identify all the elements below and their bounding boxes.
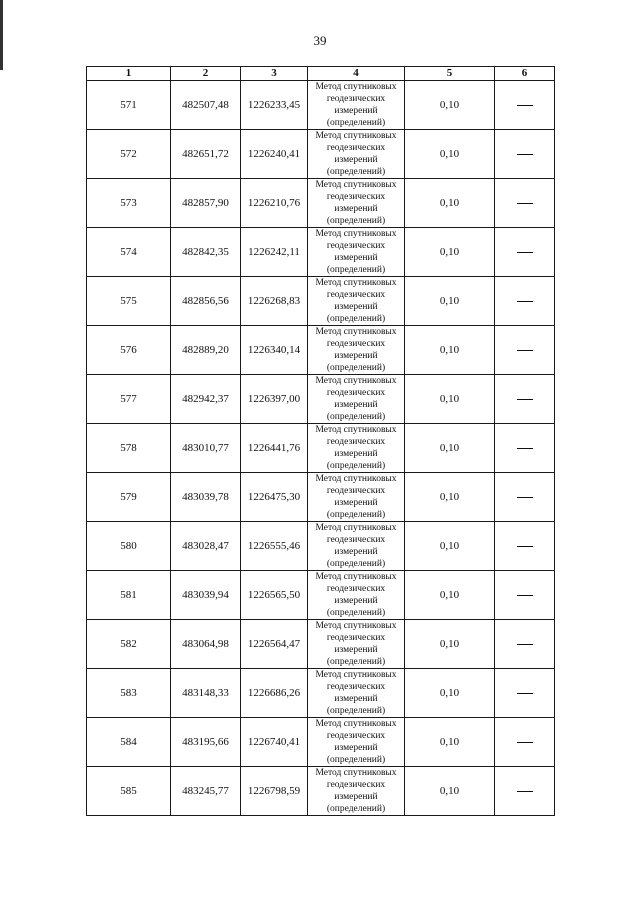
table-row: [87, 669, 555, 718]
accuracy-cell: 0,10: [405, 522, 495, 571]
dash-mark: [517, 791, 533, 792]
method-cell: [308, 424, 405, 473]
table-header-row: [87, 67, 555, 81]
method-line: геодезических: [326, 731, 386, 741]
accuracy-cell: 0,10: [405, 718, 495, 767]
x-coordinate-cell: 482942,37: [171, 375, 241, 424]
method-cell: [308, 81, 405, 130]
method-line: Метод спутниковых: [315, 670, 397, 680]
x-coordinate-cell: 482842,35: [171, 228, 241, 277]
table-row: [87, 179, 555, 228]
method-line: геодезических: [326, 780, 386, 790]
note-cell: [495, 326, 555, 375]
table-row: [87, 767, 555, 816]
table-row: [87, 620, 555, 669]
y-coordinate-cell: 1226210,76: [241, 179, 308, 228]
point-number-cell: 574: [87, 228, 171, 277]
table-row: [87, 326, 555, 375]
point-number-cell: 584: [87, 718, 171, 767]
accuracy-cell: 0,10: [405, 669, 495, 718]
y-coordinate-cell: 1226233,45: [241, 81, 308, 130]
accuracy-cell: 0,10: [405, 620, 495, 669]
method-line: (определений): [326, 559, 386, 569]
method-line: Метод спутниковых: [315, 278, 397, 288]
y-coordinate-cell: 1226686,26: [241, 669, 308, 718]
page-number: 39: [313, 33, 327, 48]
method-line: геодезических: [326, 437, 386, 447]
table-row: [87, 130, 555, 179]
table-row: [87, 473, 555, 522]
method-line: (определений): [326, 216, 386, 226]
method-cell: [308, 571, 405, 620]
x-coordinate-cell: 483064,98: [171, 620, 241, 669]
x-coordinate-cell: 483195,66: [171, 718, 241, 767]
header-col-5: 5: [405, 67, 495, 81]
point-number-cell: 571: [87, 81, 171, 130]
accuracy-cell: 0,10: [405, 228, 495, 277]
y-coordinate-cell: 1226242,11: [241, 228, 308, 277]
x-coordinate-cell: 482857,90: [171, 179, 241, 228]
header-col-1: 1: [87, 67, 171, 81]
dash-mark: [517, 350, 533, 351]
note-cell: [495, 277, 555, 326]
point-number-cell: 580: [87, 522, 171, 571]
point-number-cell: 583: [87, 669, 171, 718]
header-col-4: 4: [308, 67, 405, 81]
table-row: [87, 375, 555, 424]
method-line: (определений): [326, 706, 386, 716]
point-number-cell: 581: [87, 571, 171, 620]
method-line: Метод спутниковых: [315, 131, 397, 141]
method-line: геодезических: [326, 94, 386, 104]
x-coordinate-cell: 483039,94: [171, 571, 241, 620]
method-line: Метод спутниковых: [315, 180, 397, 190]
x-coordinate-cell: 483148,33: [171, 669, 241, 718]
x-coordinate-cell: 483039,78: [171, 473, 241, 522]
note-cell: [495, 522, 555, 571]
accuracy-cell: 0,10: [405, 375, 495, 424]
y-coordinate-cell: 1226740,41: [241, 718, 308, 767]
y-coordinate-cell: 1226475,30: [241, 473, 308, 522]
note-cell: [495, 571, 555, 620]
dash-mark: [517, 448, 533, 449]
method-cell: [308, 375, 405, 424]
dash-mark: [517, 644, 533, 645]
point-number-cell: 585: [87, 767, 171, 816]
method-line: (определений): [326, 804, 386, 814]
method-cell: [308, 277, 405, 326]
method-line: (определений): [326, 510, 386, 520]
method-line: измерений: [334, 204, 378, 214]
method-line: (определений): [326, 412, 386, 422]
y-coordinate-cell: 1226268,83: [241, 277, 308, 326]
accuracy-cell: 0,10: [405, 571, 495, 620]
table-row: [87, 424, 555, 473]
method-line: Метод спутниковых: [315, 327, 397, 337]
accuracy-cell: 0,10: [405, 81, 495, 130]
method-line: Метод спутниковых: [315, 376, 397, 386]
method-line: Метод спутниковых: [315, 572, 397, 582]
method-line: измерений: [334, 547, 378, 557]
y-coordinate-cell: 1226240,41: [241, 130, 308, 179]
method-line: (определений): [326, 461, 386, 471]
dash-mark: [517, 399, 533, 400]
table-row: [87, 718, 555, 767]
y-coordinate-cell: 1226441,76: [241, 424, 308, 473]
point-number-cell: 578: [87, 424, 171, 473]
point-number-cell: 582: [87, 620, 171, 669]
method-cell: [308, 326, 405, 375]
method-line: (определений): [326, 608, 386, 618]
note-cell: [495, 473, 555, 522]
method-line: геодезических: [326, 339, 386, 349]
method-line: (определений): [326, 755, 386, 765]
method-line: Метод спутниковых: [315, 621, 397, 631]
method-line: геодезических: [326, 633, 386, 643]
method-line: измерений: [334, 596, 378, 606]
note-cell: [495, 424, 555, 473]
accuracy-cell: 0,10: [405, 179, 495, 228]
method-line: геодезических: [326, 143, 386, 153]
note-cell: [495, 767, 555, 816]
method-line: измерений: [334, 498, 378, 508]
method-line: измерений: [334, 743, 378, 753]
y-coordinate-cell: 1226340,14: [241, 326, 308, 375]
x-coordinate-cell: 482507,48: [171, 81, 241, 130]
method-line: измерений: [334, 400, 378, 410]
method-line: измерений: [334, 302, 378, 312]
method-line: Метод спутниковых: [315, 229, 397, 239]
table-row: [87, 81, 555, 130]
note-cell: [495, 620, 555, 669]
method-line: (определений): [326, 363, 386, 373]
method-line: Метод спутниковых: [315, 474, 397, 484]
method-line: геодезических: [326, 584, 386, 594]
coordinates-table: [86, 66, 555, 816]
dash-mark: [517, 203, 533, 204]
method-cell: [308, 228, 405, 277]
point-number-cell: 579: [87, 473, 171, 522]
method-line: измерений: [334, 106, 378, 116]
point-number-cell: 572: [87, 130, 171, 179]
method-line: измерений: [334, 155, 378, 165]
method-line: геодезических: [326, 241, 386, 251]
y-coordinate-cell: 1226565,50: [241, 571, 308, 620]
dash-mark: [517, 301, 533, 302]
method-line: (определений): [326, 265, 386, 275]
y-coordinate-cell: 1226798,59: [241, 767, 308, 816]
x-coordinate-cell: 483245,77: [171, 767, 241, 816]
point-number-cell: 576: [87, 326, 171, 375]
accuracy-cell: 0,10: [405, 767, 495, 816]
method-cell: [308, 718, 405, 767]
x-coordinate-cell: 482651,72: [171, 130, 241, 179]
method-line: Метод спутниковых: [315, 82, 397, 92]
method-cell: [308, 669, 405, 718]
dash-mark: [517, 252, 533, 253]
method-line: измерений: [334, 645, 378, 655]
method-cell: [308, 130, 405, 179]
method-line: измерений: [334, 351, 378, 361]
accuracy-cell: 0,10: [405, 130, 495, 179]
method-line: геодезических: [326, 388, 386, 398]
note-cell: [495, 228, 555, 277]
dash-mark: [517, 595, 533, 596]
note-cell: [495, 179, 555, 228]
note-cell: [495, 669, 555, 718]
y-coordinate-cell: 1226397,00: [241, 375, 308, 424]
method-cell: [308, 522, 405, 571]
dash-mark: [517, 693, 533, 694]
header-col-3: 3: [241, 67, 308, 81]
dash-mark: [517, 154, 533, 155]
accuracy-cell: 0,10: [405, 326, 495, 375]
table-row: [87, 228, 555, 277]
x-coordinate-cell: 482856,56: [171, 277, 241, 326]
point-number-cell: 575: [87, 277, 171, 326]
method-cell: [308, 179, 405, 228]
method-cell: [308, 620, 405, 669]
method-line: Метод спутниковых: [315, 523, 397, 533]
accuracy-cell: 0,10: [405, 424, 495, 473]
method-line: (определений): [326, 167, 386, 177]
method-line: измерений: [334, 792, 378, 802]
method-line: геодезических: [326, 486, 386, 496]
header-col-6: 6: [495, 67, 555, 81]
dash-mark: [517, 105, 533, 106]
method-line: геодезических: [326, 192, 386, 202]
method-line: геодезических: [326, 290, 386, 300]
point-number-cell: 577: [87, 375, 171, 424]
method-line: (определений): [326, 118, 386, 128]
x-coordinate-cell: 483010,77: [171, 424, 241, 473]
method-line: геодезических: [326, 682, 386, 692]
method-line: измерений: [334, 253, 378, 263]
method-cell: [308, 767, 405, 816]
y-coordinate-cell: 1226564,47: [241, 620, 308, 669]
method-line: (определений): [326, 314, 386, 324]
method-line: измерений: [334, 694, 378, 704]
method-line: (определений): [326, 657, 386, 667]
note-cell: [495, 130, 555, 179]
dash-mark: [517, 546, 533, 547]
dash-mark: [517, 497, 533, 498]
method-cell: [308, 473, 405, 522]
method-line: Метод спутниковых: [315, 425, 397, 435]
method-line: Метод спутниковых: [315, 719, 397, 729]
method-line: Метод спутниковых: [315, 768, 397, 778]
note-cell: [495, 718, 555, 767]
x-coordinate-cell: 483028,47: [171, 522, 241, 571]
point-number-cell: 573: [87, 179, 171, 228]
table-row: [87, 571, 555, 620]
accuracy-cell: 0,10: [405, 473, 495, 522]
y-coordinate-cell: 1226555,46: [241, 522, 308, 571]
method-line: геодезических: [326, 535, 386, 545]
note-cell: [495, 375, 555, 424]
x-coordinate-cell: 482889,20: [171, 326, 241, 375]
accuracy-cell: 0,10: [405, 277, 495, 326]
table-row: [87, 277, 555, 326]
dash-mark: [517, 742, 533, 743]
note-cell: [495, 81, 555, 130]
header-col-2: 2: [171, 67, 241, 81]
table-row: [87, 522, 555, 571]
method-line: измерений: [334, 449, 378, 459]
